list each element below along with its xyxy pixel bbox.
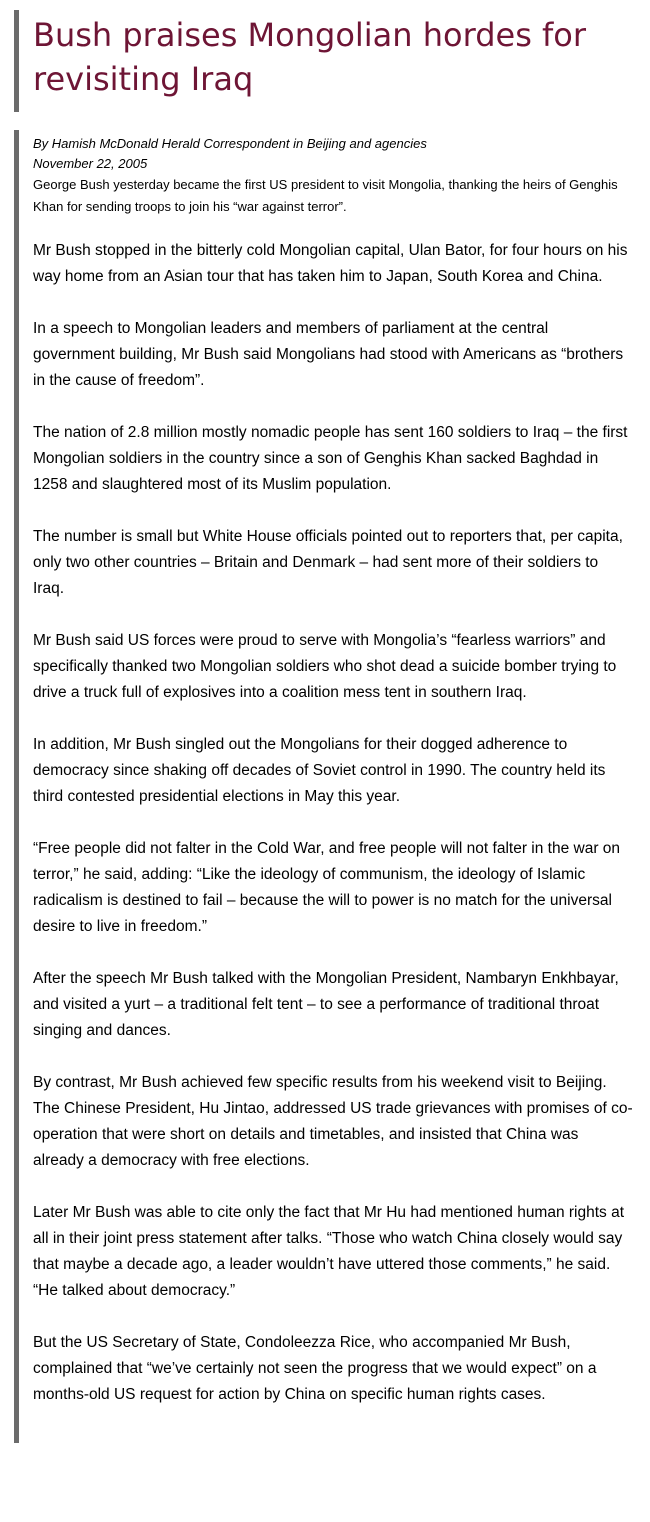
article-paragraph: By contrast, Mr Bush achieved few specific results from his weekend visit to Beijing. The Chinese President, Hu Jintao, addressed US trade grievances with promises of co-operation that were short on details and timetables, and insisted that China was already a democracy with free elections.: [33, 1074, 633, 1169]
article-paragraph: “Free people did not falter in the Cold War, and free people will not falter in the war on terror,” he said, adding: “Like the ideology of communism, the ideology of Islamic radicalism is destined to fail – because the will to power is no match for the universal desire to live in freedom.”: [33, 840, 621, 935]
article-paragraph: But the US Secretary of State, Condoleezza Rice, who accompanied Mr Bush, complained that “we’ve certainly not seen the progress that we would expect” on a months-old US request for action by China on specific human rights cases.: [33, 1334, 597, 1403]
article-paragraph: After the speech Mr Bush talked with the Mongolian President, Nambaryn Enkhbayar, and visited a yurt – a traditional felt tent – to see a performance of traditional throat singing and dances.: [33, 970, 619, 1039]
article-headline: Bush praises Mongolian hordes for revisiting Iraq: [33, 16, 587, 98]
article-byline: By Hamish McDonald Herald Correspondent in Beijing and agencies: [33, 136, 427, 151]
article-paragraph: Mr Bush said US forces were proud to serve with Mongolia’s “fearless warriors” and specifically thanked two Mongolian soldiers who shot dead a suicide bomber trying to drive a truck full of explosives into a coalition mess tent in southern Iraq.: [33, 632, 617, 701]
article-paragraph: The number is small but White House officials pointed out to reporters that, per capita, only two other countries – Britain and Denmark – had sent more of their soldiers to Iraq.: [33, 528, 623, 597]
article-date: November 22, 2005: [33, 156, 148, 171]
article-rule: [14, 130, 19, 1443]
article-body: [33, 134, 633, 1434]
article-paragraph: In addition, Mr Bush singled out the Mongolians for their dogged adherence to democracy since shaking off decades of Soviet control in 1990. The country held its third contested presidential elections in May this year.: [33, 736, 606, 805]
article-paragraph: The nation of 2.8 million mostly nomadic people has sent 160 soldiers to Iraq – the first Mongolian soldiers in the country since a son of Genghis Khan sacked Baghdad in 1258 and slaughtered most of its Muslim population.: [33, 424, 628, 493]
article-paragraph: Mr Bush stopped in the bitterly cold Mongolian capital, Ulan Bator, for four hours on his way home from an Asian tour that has taken him to Japan, South Korea and China.: [33, 242, 628, 285]
article-paragraph: Later Mr Bush was able to cite only the fact that Mr Hu had mentioned human rights at all in their joint press statement after talks. “Those who watch China closely would say that maybe a decade ago, a leader wouldn’t have uttered those comments,” he said. “He talked about democracy.”: [33, 1204, 625, 1299]
article-paragraph: In a speech to Mongolian leaders and members of parliament at the central government building, Mr Bush said Mongolians had stood with Americans as “brothers in the cause of freedom”.: [33, 320, 624, 389]
headline-rule: [14, 10, 19, 112]
article-lede: George Bush yesterday became the first US president to visit Mongolia, thanking the heirs of Genghis Khan for sending troops to join his “war against terror”.: [33, 177, 618, 214]
